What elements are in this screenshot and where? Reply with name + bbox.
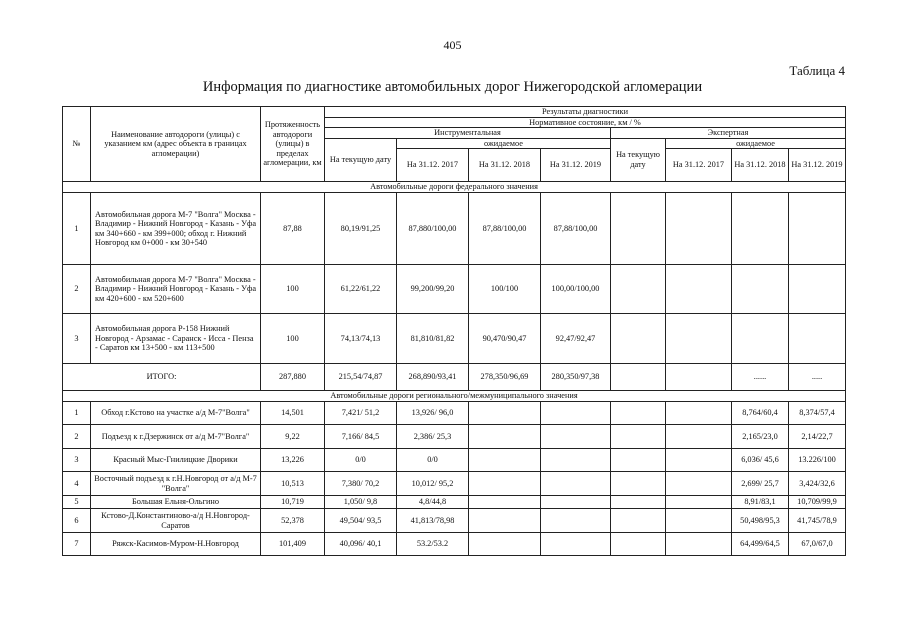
cell-instr-2017: 99,200/99,20 — [397, 265, 469, 314]
cell-road-name: Восточный подъезд к г.Н.Новгород от а/д М-7 "Волга" — [91, 472, 261, 496]
cell-instr-2018 — [469, 533, 541, 556]
cell-expert-2017 — [666, 533, 732, 556]
cell-expert-2017 — [666, 265, 732, 314]
cell-expert-2018: 50,498/95,3 — [732, 509, 789, 533]
table-header — [63, 107, 846, 182]
header-road-name: Наименование автодороги (улицы) с указанием км (адрес объекта в границах агломерации) — [91, 107, 261, 182]
cell-instr-current: 7,421/ 51,2 — [325, 402, 397, 425]
cell-instr-2019 — [541, 425, 611, 449]
cell-expert-current — [611, 193, 666, 265]
cell-instr-2019: 87,88/100,00 — [541, 193, 611, 265]
section-title-regional: Автомобильные дороги регионального/межмуниципального значения — [63, 391, 846, 402]
cell-instr-2019 — [541, 472, 611, 496]
header-normative: Нормативное состояние, км / % — [325, 117, 846, 128]
cell-instr-2019: 92,47/92,47 — [541, 314, 611, 364]
header-instr-2019: На 31.12. 2019 — [541, 149, 611, 182]
header-expert-current: На текущую дату — [611, 138, 666, 182]
total-length: 287,880 — [261, 364, 325, 391]
cell-expert-2019 — [789, 193, 846, 265]
cell-expert-2017 — [666, 193, 732, 265]
total-instr-2018: 278,350/96,69 — [469, 364, 541, 391]
page-number: 405 — [443, 38, 462, 52]
cell-road-name: Автомобильная дорога М-7 "Волга" Москва - Владимир - Нижний Новгород - Казань - Уфа км 420+600 - км 520+600 — [91, 265, 261, 314]
total-expert-2018: ...... — [732, 364, 789, 391]
cell-expert-2017 — [666, 425, 732, 449]
cell-instr-2019 — [541, 449, 611, 472]
cell-expert-2018 — [732, 314, 789, 364]
cell-instr-current: 0/0 — [325, 449, 397, 472]
table-row — [63, 402, 846, 425]
cell-expert-2018 — [732, 193, 789, 265]
cell-expert-current — [611, 425, 666, 449]
cell-instr-2019 — [541, 509, 611, 533]
header-instr-2017: На 31.12. 2017 — [397, 149, 469, 182]
cell-instr-current: 40,096/ 40,1 — [325, 533, 397, 556]
cell-instr-2019: 100,00/100,00 — [541, 265, 611, 314]
header-instr-current: На текущую дату — [325, 138, 397, 182]
cell-instr-2018: 90,470/90,47 — [469, 314, 541, 364]
cell-expert-2017 — [666, 472, 732, 496]
cell-length: 101,409 — [261, 533, 325, 556]
header-expert-2018: На 31.12. 2018 — [732, 149, 789, 182]
cell-instr-current: 1,050/ 9,8 — [325, 496, 397, 509]
cell-instr-current: 49,504/ 93,5 — [325, 509, 397, 533]
cell-instr-2018 — [469, 449, 541, 472]
table-row — [63, 265, 846, 314]
header-expert: Экспертная — [611, 128, 846, 139]
cell-instr-current: 61,22/61,22 — [325, 265, 397, 314]
cell-expert-2018: 64,499/64,5 — [732, 533, 789, 556]
total-expert-2017 — [666, 364, 732, 391]
cell-num: 5 — [63, 496, 91, 509]
cell-expert-2017 — [666, 496, 732, 509]
cell-num: 7 — [63, 533, 91, 556]
cell-length: 10,513 — [261, 472, 325, 496]
cell-expert-2018: 8,91/83,1 — [732, 496, 789, 509]
cell-length: 100 — [261, 265, 325, 314]
cell-length: 14,501 — [261, 402, 325, 425]
header-instr-2018: На 31.12. 2018 — [469, 149, 541, 182]
total-instr-2019: 280,350/97,38 — [541, 364, 611, 391]
table-row — [63, 425, 846, 449]
cell-instr-2019 — [541, 533, 611, 556]
table-row — [63, 496, 846, 509]
cell-instr-2017: 13,926/ 96,0 — [397, 402, 469, 425]
document-title: Информация по диагностике автомобильных дорог Нижегородской агломерации — [202, 79, 703, 95]
cell-expert-2019 — [789, 265, 846, 314]
cell-instr-2018 — [469, 509, 541, 533]
cell-num: 3 — [63, 314, 91, 364]
cell-expert-2019: 3,424/32,6 — [789, 472, 846, 496]
cell-expert-2018: 8,764/60,4 — [732, 402, 789, 425]
total-instr-2017: 268,890/93,41 — [397, 364, 469, 391]
cell-length: 13,226 — [261, 449, 325, 472]
cell-instr-2018: 100/100 — [469, 265, 541, 314]
cell-expert-2017 — [666, 449, 732, 472]
section-title-federal: Автомобильные дороги федерального значения — [63, 182, 846, 193]
cell-instr-current: 80,19/91,25 — [325, 193, 397, 265]
total-expert-current — [611, 364, 666, 391]
cell-expert-2019 — [789, 314, 846, 364]
cell-expert-2018: 2,699/ 25,7 — [732, 472, 789, 496]
cell-num: 4 — [63, 472, 91, 496]
table-row — [63, 509, 846, 533]
cell-length: 10,719 — [261, 496, 325, 509]
cell-expert-current — [611, 402, 666, 425]
cell-expert-current — [611, 533, 666, 556]
cell-expert-current — [611, 509, 666, 533]
cell-instr-2019 — [541, 496, 611, 509]
cell-instr-2017: 10,012/ 95,2 — [397, 472, 469, 496]
cell-road-name: Обход г.Кстово на участке а/д М-7"Волга" — [91, 402, 261, 425]
cell-expert-2018 — [732, 265, 789, 314]
cell-length: 87,88 — [261, 193, 325, 265]
cell-expert-2019: 67,0/67,0 — [789, 533, 846, 556]
cell-instr-2017: 2,386/ 25,3 — [397, 425, 469, 449]
total-instr-current: 215,54/74,87 — [325, 364, 397, 391]
header-expert-expected: ожидаемое — [666, 138, 846, 149]
cell-instr-2018: 87,88/100,00 — [469, 193, 541, 265]
table-body — [63, 182, 846, 556]
cell-expert-current — [611, 496, 666, 509]
cell-instr-current: 7,166/ 84,5 — [325, 425, 397, 449]
cell-expert-2019: 10,709/99,9 — [789, 496, 846, 509]
table-row — [63, 193, 846, 265]
cell-expert-current — [611, 449, 666, 472]
cell-instr-2017: 53.2/53.2 — [397, 533, 469, 556]
cell-instr-2017: 81,810/81,82 — [397, 314, 469, 364]
header-num: № — [63, 107, 91, 182]
header-length: Протяженность автодороги (улицы) в пределах агломерации, км — [261, 107, 325, 182]
table-label: Таблица 4 — [789, 63, 845, 78]
cell-road-name: Кстово-Д.Константиново-а/д Н.Новгород-Саратов — [91, 509, 261, 533]
cell-road-name: Автомобильная дорога М-7 "Волга" Москва - Владимир - Нижний Новгород - Казань - Уфа км 340+660 - км 399+000; обход г. Нижний Новгород км 0+000 - км 30+540 — [91, 193, 261, 265]
header-expert-2019: На 31.12. 2019 — [789, 149, 846, 182]
cell-num: 1 — [63, 193, 91, 265]
table-row — [63, 533, 846, 556]
cell-instr-2017: 87,880/100,00 — [397, 193, 469, 265]
cell-length: 9,22 — [261, 425, 325, 449]
cell-num: 2 — [63, 425, 91, 449]
cell-road-name: Автомобильная дорога Р-158 Нижний Новгород - Арзамас - Саранск - Исса - Пенза - Саратов км 13+500 - км 113+500 — [91, 314, 261, 364]
header-instr-expected: ожидаемое — [397, 138, 611, 149]
cell-num: 2 — [63, 265, 91, 314]
cell-expert-current — [611, 314, 666, 364]
cell-expert-2017 — [666, 402, 732, 425]
cell-expert-2018: 6,036/ 45,6 — [732, 449, 789, 472]
cell-expert-current — [611, 472, 666, 496]
cell-instr-2019 — [541, 402, 611, 425]
cell-length: 100 — [261, 314, 325, 364]
cell-expert-2019: 41,745/78,9 — [789, 509, 846, 533]
cell-instr-2017: 0/0 — [397, 449, 469, 472]
total-expert-2019: ..... — [789, 364, 846, 391]
cell-road-name: Ряжск-Касимов-Муром-Н.Новгород — [91, 533, 261, 556]
cell-instr-2017: 41,813/78,98 — [397, 509, 469, 533]
header-instrumental: Инструментальная — [325, 128, 611, 139]
cell-instr-2017: 4,8/44,8 — [397, 496, 469, 509]
cell-expert-2019: 13.226/100 — [789, 449, 846, 472]
cell-expert-current — [611, 265, 666, 314]
cell-instr-2018 — [469, 472, 541, 496]
cell-num: 6 — [63, 509, 91, 533]
cell-road-name: Красный Мыс-Гнилицкие Дворики — [91, 449, 261, 472]
cell-road-name: Большая Ельня-Ольгино — [91, 496, 261, 509]
total-row — [63, 364, 846, 391]
cell-expert-2019: 8,374/57,4 — [789, 402, 846, 425]
header-expert-2017: На 31.12. 2017 — [666, 149, 732, 182]
table-row — [63, 472, 846, 496]
cell-num: 3 — [63, 449, 91, 472]
total-label: ИТОГО: — [63, 364, 261, 391]
diagnostics-table — [62, 106, 846, 556]
cell-expert-2017 — [666, 314, 732, 364]
cell-expert-2019: 2,14/22,7 — [789, 425, 846, 449]
header-results: Результаты диагностики — [325, 107, 846, 118]
cell-road-name: Подъезд к г.Дзержинск от а/д М-7"Волга" — [91, 425, 261, 449]
cell-instr-2018 — [469, 402, 541, 425]
cell-expert-2017 — [666, 509, 732, 533]
cell-instr-2018 — [469, 425, 541, 449]
cell-length: 52,378 — [261, 509, 325, 533]
cell-instr-current: 7,380/ 70,2 — [325, 472, 397, 496]
cell-expert-2018: 2,165/23,0 — [732, 425, 789, 449]
cell-instr-2018 — [469, 496, 541, 509]
cell-instr-current: 74,13/74,13 — [325, 314, 397, 364]
cell-num: 1 — [63, 402, 91, 425]
table-row — [63, 314, 846, 364]
table-row — [63, 449, 846, 472]
